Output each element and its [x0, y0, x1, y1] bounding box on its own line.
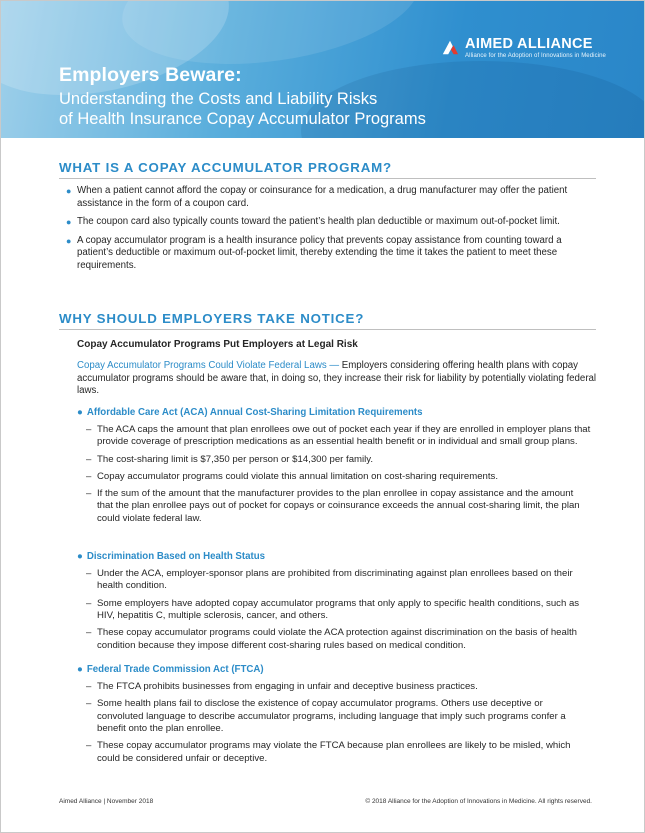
what-is-bullet-list [66, 185, 587, 279]
list-item: ● When a patient cannot afford the copay or coinsurance for a medication, a drug manufacturer may offer the patient assistance in the form of a coupon card. [66, 185, 568, 209]
ftca-list [86, 681, 591, 770]
page-subtitle [59, 90, 426, 129]
bullet-icon: ● [77, 664, 83, 675]
list-item: – The ACA caps the amount that plan enrollees owe out of pocket each year if they are enrolled in employer plans that provide coverage of prescription medications as an essential health benefit or in individual and small group plans. [86, 424, 591, 448]
legal-risk-subtitle: Copay Accumulator Programs Put Employers at Legal Risk [77, 339, 358, 350]
intro-separator: — [326, 360, 342, 371]
category-health-status: ● Discrimination Based on Health Status [77, 551, 266, 562]
section-heading-why-notice: WHY SHOULD EMPLOYERS TAKE NOTICE? [59, 311, 365, 326]
bullet-icon: ● [77, 551, 83, 562]
header-banner [1, 1, 644, 138]
list-item: – Some health plans fail to disclose the existence of copay accumulator programs. Others use deceptive or convoluted language to describe accumulator programs, including language that imply such programs confer a benefit onto the plan enrollee. [86, 698, 566, 735]
bullet-icon: ● [66, 235, 72, 246]
intro-lead: Copay Accumulator Programs Could Violate Federal Laws [77, 360, 327, 371]
list-item: – Copay accumulator programs could violate this annual limitation on cost-sharing requirements. [86, 470, 499, 482]
logo-name: AIMED ALLIANCE [465, 36, 593, 52]
logo-tagline: Alliance for the Adoption of Innovations in Medicine [465, 53, 606, 59]
list-item: – Some employers have adopted copay accumulator programs that only apply to specific health conditions, such as HIV, hepatitis C, multiple sclerosis, cancer, and others. [86, 597, 580, 622]
category-ftca: ● Federal Trade Commission Act (FTCA) [77, 664, 264, 675]
list-item: – Under the ACA, employer-sponsor plans are prohibited from discriminating against plan enrollees based on their health condition. [86, 568, 573, 592]
footer-left: Aimed Alliance | November 2018 [59, 798, 154, 805]
list-item: – These copay accumulator programs could violate the ACA protection against discrimination on the basis of health condition because they impose different cost-sharing rules based on medical condition. [86, 627, 577, 651]
list-item: ● A copay accumulator program is a health insurance policy that prevents copay assistance from counting toward a patient’s deductible or maximum out-of-pocket limit, thereby extending the time it takes the patient to meet these requirements. [66, 234, 562, 271]
logo-mark-icon [441, 38, 459, 56]
bullet-icon: ● [66, 217, 72, 228]
aimed-alliance-logo [441, 37, 606, 59]
aca-cost-sharing-list [86, 424, 591, 530]
bullet-icon: ● [66, 186, 72, 196]
list-item: – These copay accumulator programs may violate the FTCA because plan enrollees are likely to be misled, which could be considered unfair or deceptive. [86, 740, 571, 764]
health-status-list [86, 568, 591, 657]
section-heading-what-is: WHAT IS A COPAY ACCUMULATOR PROGRAM? [59, 160, 392, 175]
bullet-icon: ● [77, 407, 83, 418]
list-item: – The FTCA prohibits businesses from engaging in unfair and deceptive business practices. [86, 681, 478, 692]
section-divider [59, 329, 596, 330]
category-aca-cost-sharing: ● Affordable Care Act (ACA) Annual Cost-Sharing Limitation Requirements [77, 407, 423, 418]
intro-text: Employers considering offering health plans with copay accumulator programs should be aware that, in doing so, they increase their risk for liability by potentially violating federal laws. [77, 360, 597, 397]
list-item: – If the sum of the amount that the manufacturer provides to the plan enrollee in copay assistance and the amount that the plan enrollee pays out of pocket for copays or coinsurance exceeds the annual cost-sharing limit, the plan could violate federal law. [86, 488, 580, 524]
subtitle-line-2: of Health Insurance Copay Accumulator Programs [59, 109, 426, 128]
subtitle-line-1: Understanding the Costs and Liability Risks [59, 90, 378, 108]
list-item: ● The coupon card also typically counts toward the patient’s health plan deductible or maximum out-of-pocket limit. [66, 216, 560, 228]
page-title: Employers Beware: [59, 64, 242, 86]
list-item: – The cost-sharing limit is $7,350 per person or $14,300 per family. [86, 453, 374, 465]
intro-paragraph [77, 360, 597, 398]
section-divider [59, 178, 596, 179]
footer-copyright: © 2018 Alliance for the Adoption of Innovations in Medicine. All rights reserved. [365, 798, 592, 805]
